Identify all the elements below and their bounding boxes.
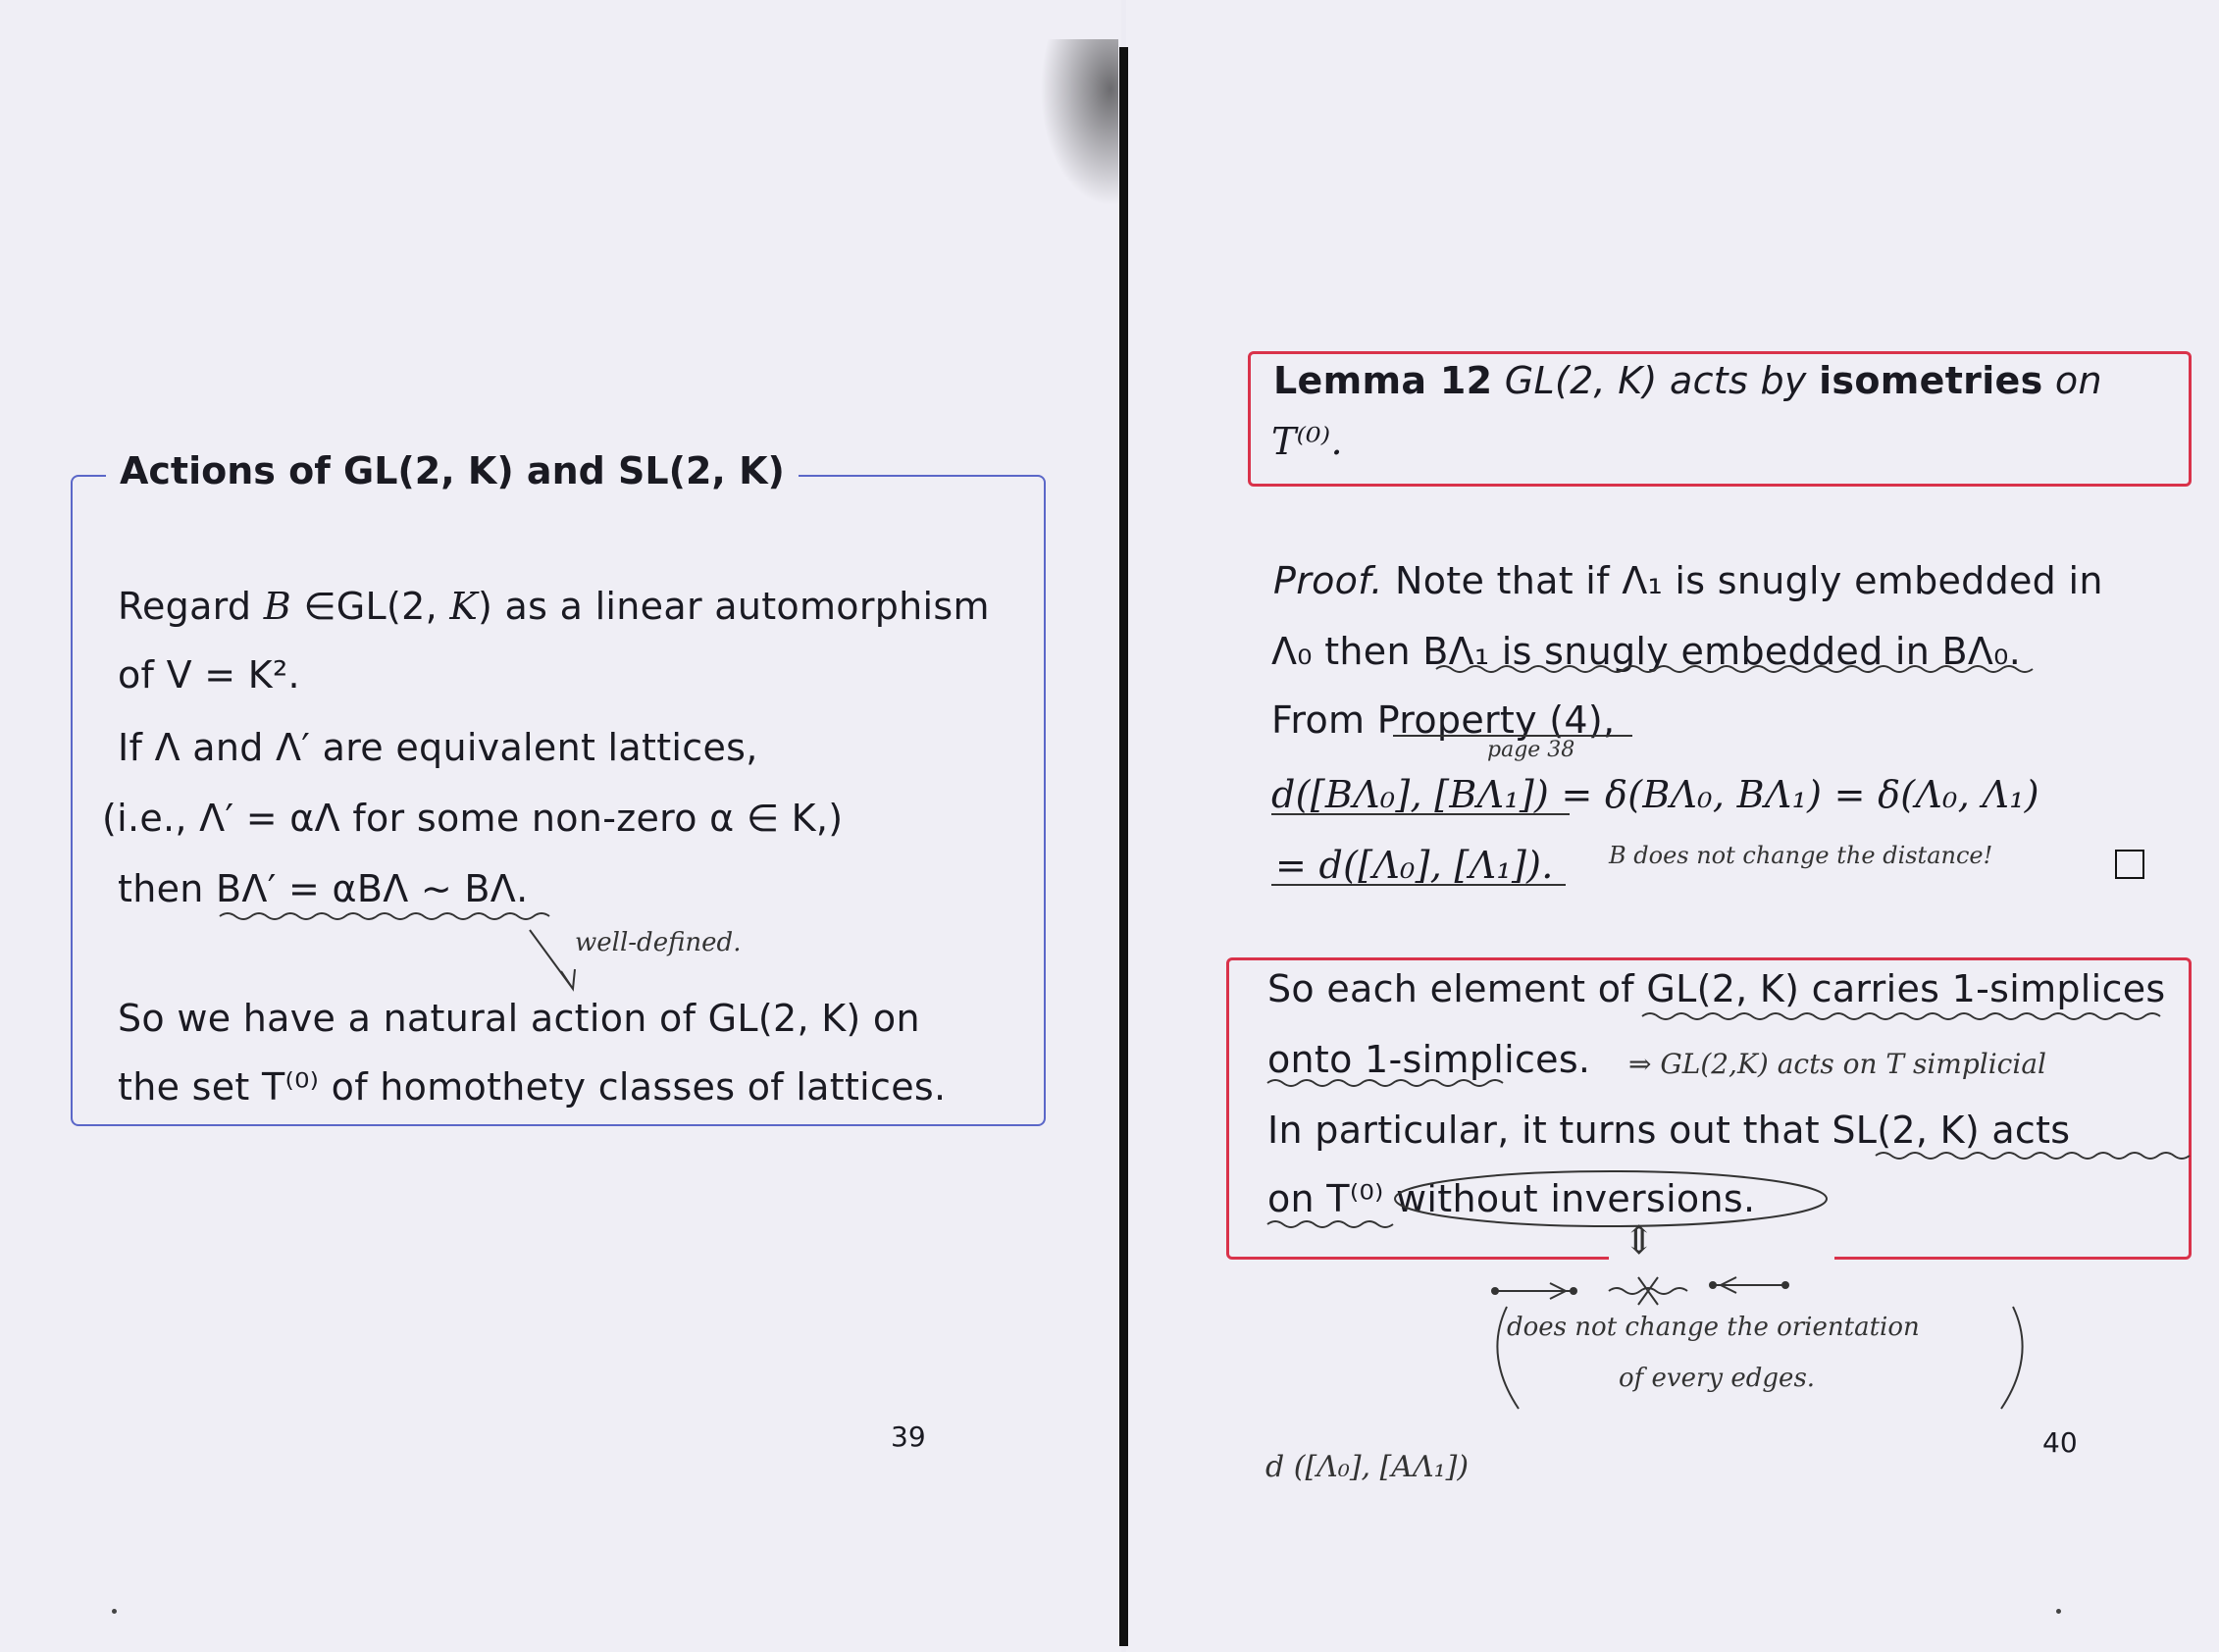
handwritten-simplicial: ⇒ GL(2,K) acts on T simplicial <box>1628 1048 2046 1080</box>
para1-line2: of V = K². <box>118 653 300 697</box>
para1-text-c: ∈GL(2, <box>290 585 450 628</box>
proof-label: Proof. <box>1273 559 1383 602</box>
box2-line4-text-a: on T⁽⁰⁾ <box>1267 1177 1397 1220</box>
para2-line1: If Λ and Λ′ are equivalent lattices, <box>118 726 758 769</box>
proof-line4: d([BΛ₀], [BΛ₁]) = δ(BΛ₀, BΛ₁) = δ(Λ₀, Λ₁) <box>1271 773 2039 816</box>
box2-line2: onto 1-simplices. <box>1267 1038 1591 1081</box>
arrow-well-defined <box>530 930 575 989</box>
para2-line2: (i.e., Λ′ = αΛ for some non-zero α ∈ K,) <box>102 797 844 840</box>
handwritten-note-line2: of every edges. <box>1619 1364 1816 1393</box>
para3-line1: So we have a natural action of GL(2, K) on <box>118 997 920 1040</box>
scan-speck <box>2056 1609 2061 1614</box>
wavy-underline-sl <box>1876 1153 2190 1159</box>
actions-box-title: Actions of GL(2, K) and SL(2, K) <box>106 449 799 492</box>
proof-line3: From Property (4), <box>1271 698 1616 742</box>
wavy-underline-left <box>220 913 549 919</box>
handwritten-bottom-formula: d ([Λ₀], [AΛ₁]) <box>1265 1450 1470 1484</box>
lemma-label: Lemma 12 <box>1273 359 1493 402</box>
lemma-line2: T⁽⁰⁾. <box>1271 420 1343 463</box>
wavy-underline-snugly <box>1436 666 2033 672</box>
edge-sketch-1 <box>1495 1283 1574 1299</box>
wavy-underline-onto <box>1267 1080 1503 1086</box>
note-left-paren <box>1497 1307 1519 1409</box>
para1-text-d: K <box>449 585 479 628</box>
handwritten-well-defined: well-defined. <box>575 928 742 957</box>
scan-speck <box>112 1609 117 1614</box>
proof-line5: = d([Λ₀], [Λ₁]). <box>1275 844 1554 887</box>
box2-line3: In particular, it turns out that SL(2, K) acts <box>1267 1109 2071 1152</box>
note-right-paren <box>2001 1307 2023 1409</box>
wavy-underline-on-t <box>1267 1221 1393 1227</box>
page-number-right: 40 <box>2042 1426 2078 1459</box>
lemma-text-c: on <box>2042 359 2102 402</box>
edge-sketch-3 <box>1713 1277 1785 1293</box>
handwritten-updown-arrow: ⇕ <box>1623 1218 1656 1264</box>
without-inversions-text: without inversions. <box>1396 1177 1756 1220</box>
para1-text-b: B <box>263 585 291 628</box>
handwritten-note-line1: does not change the orientation <box>1507 1313 1920 1342</box>
edge-sketch-2 <box>1609 1277 1687 1305</box>
proof-line2: Λ₀ then BΛ₁ is snugly embedded in BΛ₀. <box>1271 630 2022 673</box>
circle-without-inversions <box>1395 1171 1827 1226</box>
box2-line1: So each element of GL(2, K) carries 1-simplices <box>1267 967 2166 1010</box>
para1-text-a: Regard <box>118 585 264 628</box>
handwritten-distance: B does not change the distance! <box>1609 842 1993 869</box>
lemma-text-b: isometries <box>1819 359 2043 402</box>
lemma-text-a: GL(2, K) acts by <box>1492 359 1820 402</box>
para1-text-e: ) as a linear automorphism <box>478 585 990 628</box>
para2-line3: then BΛ′ = αBΛ ∼ BΛ. <box>118 867 529 910</box>
wavy-underline-gl <box>1642 1013 2160 1019</box>
page-number-left: 39 <box>891 1420 926 1453</box>
proof-line1-text: Note that if Λ₁ is snugly embedded in <box>1382 559 2103 602</box>
handwritten-page-ref: page 38 <box>1487 738 1575 762</box>
para3-line2: the set T⁽⁰⁾ of homothety classes of lattices. <box>118 1065 947 1109</box>
